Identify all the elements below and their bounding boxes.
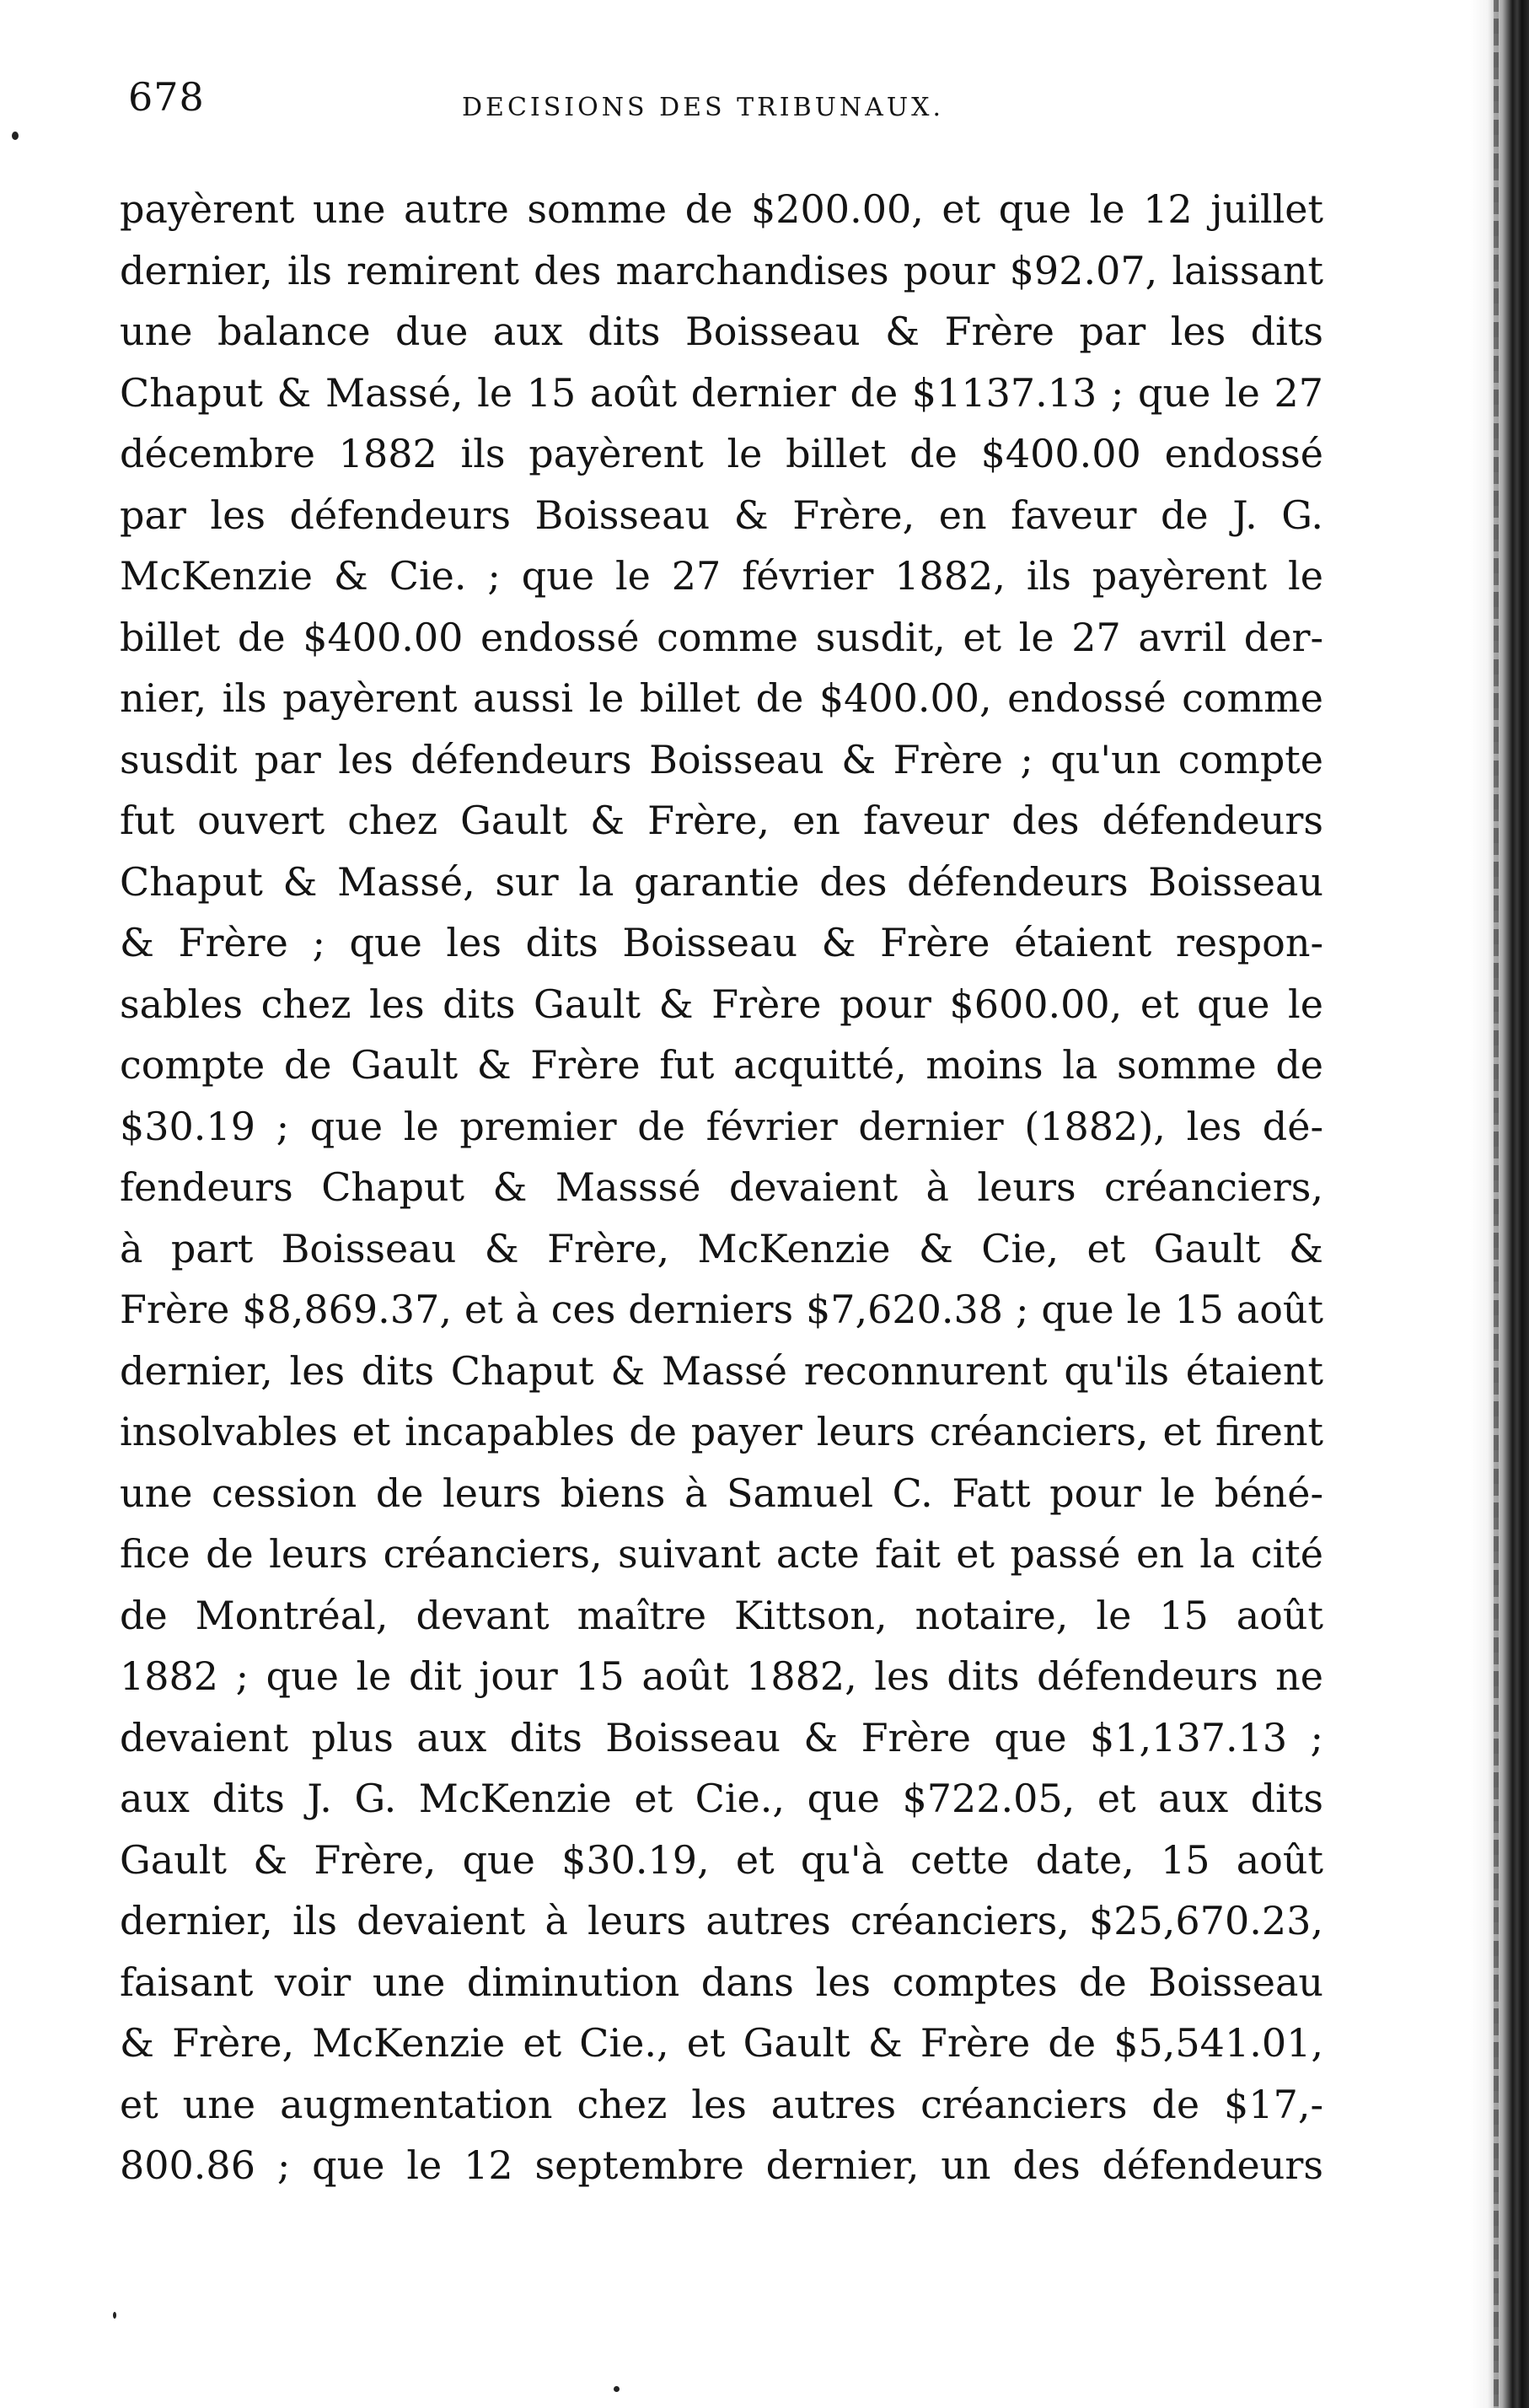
text-line: billet de $400.00 endossé comme susdit, et le 27 avril der- <box>120 614 1323 660</box>
text-line: fice de leurs créanciers, suivant acte fait et passé en la cité <box>120 1531 1323 1577</box>
text-line: faisant voir une diminution dans les comptes de Boisseau <box>120 1959 1323 2005</box>
text-line: par les défendeurs Boisseau & Frère, en faveur de J. G. <box>120 492 1323 538</box>
scan-binding-edge <box>1470 0 1529 2408</box>
text-line: une balance due aux dits Boisseau & Frère par les dits <box>120 309 1323 354</box>
text-line: dernier, ils devaient à leurs autres créanciers, $25,670.23, <box>120 1898 1323 1943</box>
text-line: fut ouvert chez Gault & Frère, en faveur des défendeurs <box>120 798 1323 843</box>
text-line: susdit par les défendeurs Boisseau & Frère ; qu'un compte <box>120 736 1323 782</box>
text-line: 800.86 ; que le 12 septembre dernier, un des défendeurs <box>120 2142 1323 2188</box>
text-line: 1882 ; que le dit jour 15 août 1882, les dits défendeurs ne <box>120 1653 1323 1699</box>
text-line: payèrent une autre somme de $200.00, et que le 12 juillet <box>120 186 1323 232</box>
scan-speck <box>113 2312 116 2319</box>
text-line: et une augmentation chez les autres créanciers de $17,- <box>120 2081 1323 2127</box>
text-line: devaient plus aux dits Boisseau & Frère que $1,137.13 ; <box>120 1714 1323 1760</box>
running-head: DECISIONS DES TRIBUNAUX. <box>462 93 945 122</box>
text-line: à part Boisseau & Frère, McKenzie & Cie, et Gault & <box>120 1225 1323 1271</box>
text-line: fendeurs Chaput & Masssé devaient à leurs créanciers, <box>120 1164 1323 1210</box>
scan-binding-shadow <box>1494 0 1499 2408</box>
body-text <box>120 179 1323 2196</box>
text-line: de Montréal, devant maître Kittson, notaire, le 15 août <box>120 1592 1323 1638</box>
text-line: compte de Gault & Frère fut acquitté, moins la somme de <box>120 1042 1323 1088</box>
scan-speck <box>614 2386 620 2392</box>
text-line: sables chez les dits Gault & Frère pour $600.00, et que le <box>120 981 1323 1027</box>
text-line: une cession de leurs biens à Samuel C. Fatt pour le béné- <box>120 1470 1323 1516</box>
page-number: 678 <box>128 74 205 120</box>
text-line: & Frère ; que les dits Boisseau & Frère étaient respon- <box>120 920 1323 965</box>
text-line: aux dits J. G. McKenzie et Cie., que $722.05, et aux dits <box>120 1776 1323 1821</box>
scan-speck <box>12 132 19 140</box>
text-line: Gault & Frère, que $30.19, et qu'à cette date, 15 août <box>120 1836 1323 1883</box>
text-line: McKenzie & Cie. ; que le 27 février 1882, ils payèrent le <box>120 553 1323 599</box>
text-line: dernier, les dits Chaput & Massé reconnurent qu'ils étaient <box>120 1347 1323 1394</box>
text-line: Frère $8,869.37, et à ces derniers $7,620.38 ; que le 15 août <box>120 1287 1323 1332</box>
text-line: dernier, ils remirent des marchandises pour $92.07, laissant <box>120 247 1323 293</box>
text-line: insolvables et incapables de payer leurs créanciers, et firent <box>120 1409 1323 1454</box>
text-line: nier, ils payèrent aussi le billet de $400.00, endossé comme <box>120 675 1323 721</box>
text-line: décembre 1882 ils payèrent le billet de $400.00 endossé <box>120 431 1323 476</box>
text-line: $30.19 ; que le premier de février dernier (1882), les dé- <box>120 1103 1323 1149</box>
text-line: & Frère, McKenzie et Cie., et Gault & Frère de $5,541.01, <box>120 2020 1323 2066</box>
text-line: Chaput & Massé, le 15 août dernier de $1137.13 ; que le 27 <box>120 369 1323 416</box>
text-line: Chaput & Massé, sur la garantie des défendeurs Boisseau <box>120 858 1323 905</box>
